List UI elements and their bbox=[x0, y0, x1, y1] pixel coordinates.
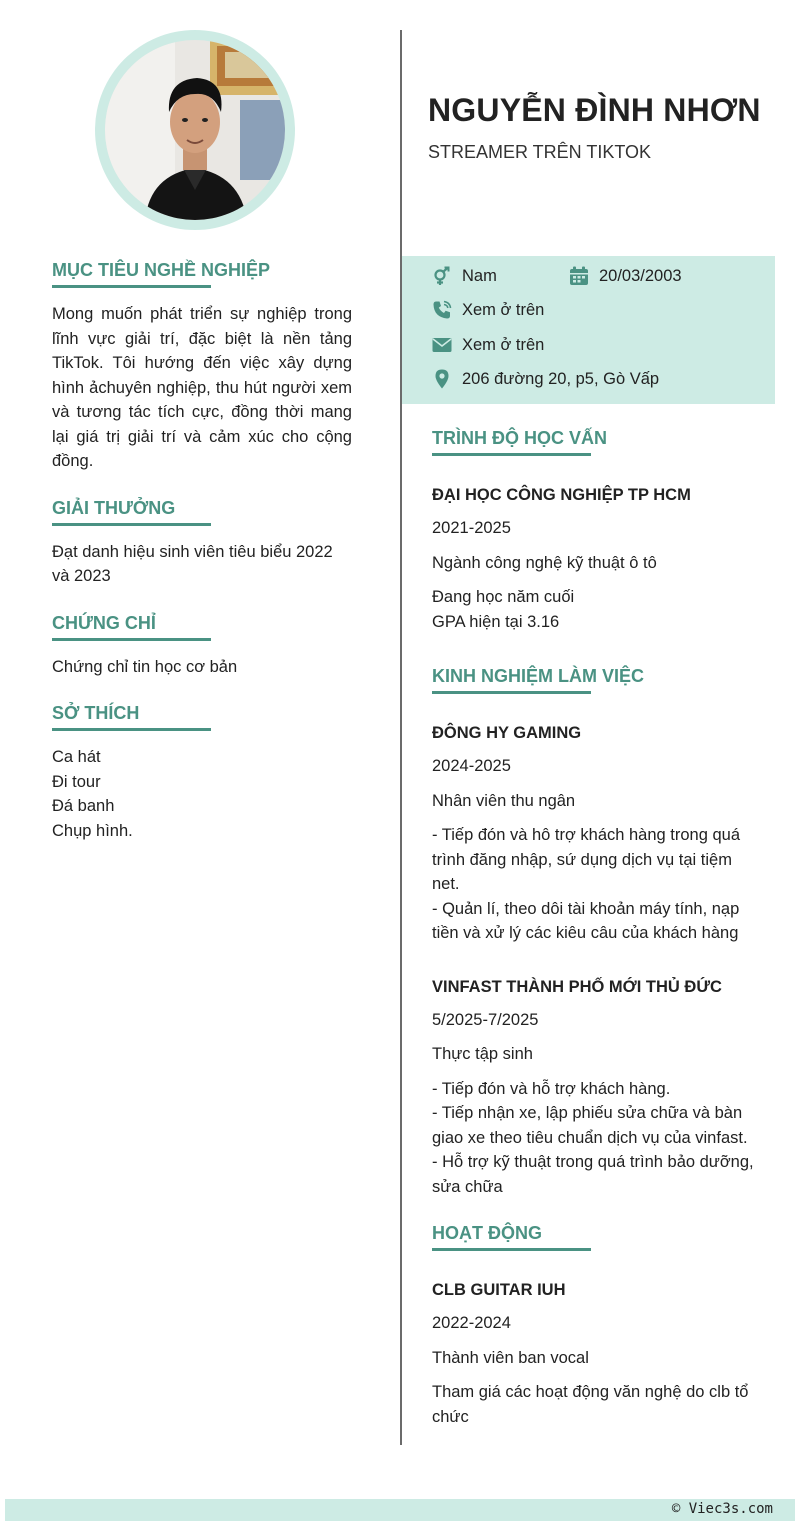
awards-heading: GIẢI THƯỞNG bbox=[52, 496, 352, 524]
job-period: 5/2025-7/2025 bbox=[432, 1010, 539, 1029]
birthday-value: 20/03/2003 bbox=[599, 266, 682, 285]
certificates-section bbox=[52, 611, 352, 680]
job-period: 2024-2025 bbox=[432, 757, 511, 775]
experience-section bbox=[432, 664, 762, 1199]
job-description: - Tiếp đón và hô trợ khách hàng trong quá trình đăng nhập, sứ dụng dịch vụ tại tiệm net. - Quản lí, theo dôi tài khoản máy tính, nạp tiền và xử lý các kiêu câu của khách hàng bbox=[432, 826, 741, 942]
hobbies-list bbox=[52, 745, 352, 843]
activity-org: CLB GUITAR IUH bbox=[432, 1281, 566, 1299]
job-description: - Tiếp đón và hỗ trợ khách hàng. - Tiếp nhận xe, lập phiếu sửa chữa và bàn giao xe theo tiêu chuẩn dịch vụ của vinfast. - Hỗ trợ kỹ thuật trong quá trình bảo dưỡng, sửa chữa bbox=[432, 1079, 754, 1196]
education-detail: GPA hiện tại 3.16 bbox=[432, 612, 560, 631]
phone-value: Xem ở trên bbox=[462, 300, 545, 319]
education-details bbox=[432, 585, 762, 634]
education-heading: TRÌNH ĐỘ HỌC VẤN bbox=[432, 426, 762, 454]
activity-role: Thành viên ban vocal bbox=[432, 1348, 589, 1367]
gender-icon bbox=[432, 266, 452, 286]
candidate-name: NGUYỄN ĐÌNH NHƠN bbox=[428, 92, 761, 128]
education-detail: Đang học năm cuối bbox=[432, 588, 575, 606]
hobby-item: Đi tour bbox=[52, 772, 101, 791]
certificates-heading: CHỨNG CHỈ bbox=[52, 611, 352, 639]
activity-description: Tham giá các hoạt động văn nghệ do clb tổ chức bbox=[432, 1383, 749, 1426]
hobby-item: Đá banh bbox=[52, 797, 115, 815]
awards-section bbox=[52, 496, 352, 589]
activities-heading: HOẠT ĐỘNG bbox=[432, 1221, 762, 1249]
hobby-item: Ca hát bbox=[52, 748, 101, 766]
activity-period: 2022-2024 bbox=[432, 1314, 511, 1332]
column-divider bbox=[400, 30, 402, 1445]
job-entry bbox=[432, 976, 762, 1200]
objective-heading: MỤC TIÊU NGHỀ NGHIỆP bbox=[52, 258, 352, 286]
birthday-row bbox=[569, 266, 682, 286]
education-major: Ngành công nghệ kỹ thuật ô tô bbox=[432, 553, 657, 572]
footer-credit: © Viec3s.com bbox=[671, 1501, 773, 1517]
envelope-icon bbox=[432, 335, 452, 355]
experience-heading: KINH NGHIỆM LÀM VIỆC bbox=[432, 664, 762, 692]
education-section bbox=[432, 426, 762, 634]
avatar bbox=[105, 40, 285, 220]
objective-section bbox=[52, 258, 352, 474]
education-period: 2021-2025 bbox=[432, 519, 511, 537]
job-position: Nhân viên thu ngân bbox=[432, 791, 576, 810]
objective-text: Mong muốn phát triển sự nghiệp trong lĩnh vực giải trí, đặc biệt là nền tảng TikTok. Tôi hướng đến việc xây dựng hình ảchuyên nghiệp, thu hút người xem và tương tác tích cực, đồng thời mang lại giá trị giải trí và cảm xúc cho cộng đồng. bbox=[52, 305, 352, 470]
phone-row bbox=[432, 300, 544, 320]
gender-row bbox=[432, 266, 497, 286]
right-column bbox=[432, 426, 762, 1451]
calendar-icon bbox=[569, 266, 589, 286]
school-name: ĐẠI HỌC CÔNG NGHIỆP TP HCM bbox=[432, 486, 691, 504]
left-column bbox=[52, 258, 352, 865]
location-pin-icon bbox=[432, 369, 452, 389]
certificates-text: Chứng chỉ tin học cơ bản bbox=[52, 657, 238, 676]
job-position: Thực tập sinh bbox=[432, 1045, 533, 1063]
email-row bbox=[432, 335, 544, 355]
job-company: VINFAST THÀNH PHỐ MỚI THỦ ĐỨC bbox=[432, 977, 722, 996]
contact-panel bbox=[402, 256, 775, 404]
address-value: 206 đường 20, p5, Gò Vấp bbox=[462, 369, 660, 388]
awards-text: Đạt danh hiệu sinh viên tiêu biểu 2022 và 2023 bbox=[52, 542, 333, 585]
portrait-photo bbox=[105, 40, 285, 220]
avatar-frame bbox=[95, 30, 295, 230]
email-value: Xem ở trên bbox=[462, 335, 545, 354]
hobbies-section bbox=[52, 701, 352, 843]
footer-bar bbox=[5, 1499, 795, 1521]
candidate-role: STREAMER TRÊN TIKTOK bbox=[428, 142, 652, 162]
address-row bbox=[432, 369, 659, 389]
gender-value: Nam bbox=[462, 266, 497, 285]
job-company: ĐÔNG HY GAMING bbox=[432, 724, 582, 742]
hobby-item: Chụp hình. bbox=[52, 821, 133, 840]
activities-section bbox=[432, 1221, 762, 1429]
hobbies-heading: SỞ THÍCH bbox=[52, 701, 352, 729]
job-entry bbox=[432, 722, 762, 946]
phone-icon bbox=[432, 300, 452, 320]
